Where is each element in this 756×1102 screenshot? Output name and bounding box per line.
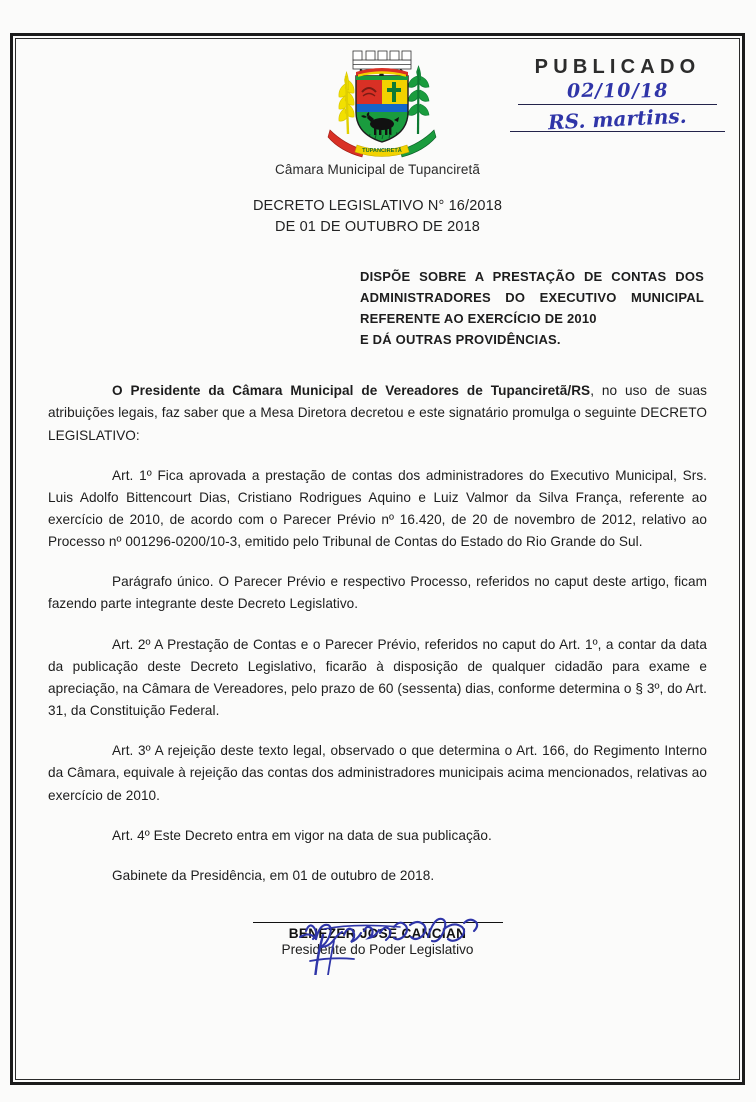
ementa-text: DISPÕE SOBRE A PRESTAÇÃO DE CONTAS DOS ADMINISTRADORES DO EXECUTIVO MUNICIPAL REFERENTE AO EXERCÍCIO DE 2010 xyxy=(360,269,704,327)
stamp-date-day: 02 xyxy=(566,79,596,103)
paragraph-art-1: Art. 1º Fica aprovada a prestação de contas dos administradores do Executivo Municipal, Srs. Luis Adolfo Bittencourt Dias, Cristiano Rodrigues Aquino e Luiz Valmor da Silva França, referente ao exercício de 2010, de acordo com o Parecer Prévio nº 16.420, de 20 de novembro de 2012, relativo ao Processo nº 001296-0200/10-3, emitido pelo Tribunal de Contas do Estado do Rio Grande do Sul. xyxy=(48,467,707,550)
stamp-date-rule xyxy=(518,104,717,105)
signature-rule xyxy=(253,921,503,923)
stamp-date-line xyxy=(510,79,725,106)
stamp-title: PUBLICADO xyxy=(534,56,701,78)
signatory-name: BENEZER JOSÉ CANCIAN xyxy=(288,926,467,942)
stamp-signature-line xyxy=(510,103,725,135)
stamp-signature-rule xyxy=(510,131,725,132)
signature-block xyxy=(48,921,707,1013)
document-title xyxy=(15,196,740,238)
paragraph-art-2: Art. 2º A Prestação de Contas e o Parecer Prévio, referidos no caput do Art. 1º, a contar da data da publicação deste Decreto Legislativo, ficarão à disposição de qualquer cidadão para exame e apreciação, na Câmara de Vereadores, pelo prazo de 60 (sessenta) dias, conforme determina o § 3º, do Art. 31, da Constituição Federal. xyxy=(48,636,707,719)
crest-ribbon-text: TUPANCIRETÃ xyxy=(362,148,402,154)
stamp-date-sep-2: / xyxy=(631,79,641,103)
document-body xyxy=(48,380,707,1013)
title-line-1: DECRETO LEGISLATIVO N° 16/2018 xyxy=(252,198,503,214)
ementa-last-line: E DÁ OUTRAS PROVIDÊNCIAS. xyxy=(360,332,561,348)
preamble-bold-text: O Presidente da Câmara Municipal de Vereadores de Tupanciretã/RS xyxy=(112,383,591,399)
publicado-stamp xyxy=(510,56,725,133)
preamble-rest-text: , no uso de suas atribuições legais, faz saber que a Mesa Diretora decretou e este signatário promulga o seguinte DECRETO LEGISLATIVO: xyxy=(48,383,708,443)
signatory-role: Presidente do Poder Legislativo xyxy=(281,942,474,958)
document-header xyxy=(15,38,740,177)
stamp-date-month: 10 xyxy=(602,79,633,103)
document-content xyxy=(15,38,740,1080)
ementa-block xyxy=(360,266,704,350)
paragraph-unico: Parágrafo único. O Parecer Prévio e respectivo Processo, referidos no caput deste artigo, ficam fazendo parte integrante deste Decreto Legislativo. xyxy=(48,574,707,612)
organization-name: Câmara Municipal de Tupanciretã xyxy=(275,162,480,177)
stamp-signature: RS. martins. xyxy=(547,103,688,135)
title-line-2: DE 01 DE OUTUBRO DE 2018 xyxy=(274,219,481,236)
paragraph-art-3: Art. 3º A rejeição deste texto legal, observado o que determina o Art. 166, do Regimento Interno da Câmara, equivale à rejeição das contas dos administradores municipais acima mencionados, relativas ao exercício de 2010. xyxy=(48,743,707,803)
coat-of-arms-icon xyxy=(312,46,452,158)
paragraph-preamble xyxy=(48,380,707,446)
paragraph-closing: Gabinete da Presidência, em 01 de outubro de 2018. xyxy=(112,867,435,883)
stamp-date-year: 18 xyxy=(639,79,669,103)
stamp-date-sep-1: / xyxy=(594,79,604,103)
paragraph-art-4: Art. 4º Este Decreto entra em vigor na data de sua publicação. xyxy=(112,827,492,843)
